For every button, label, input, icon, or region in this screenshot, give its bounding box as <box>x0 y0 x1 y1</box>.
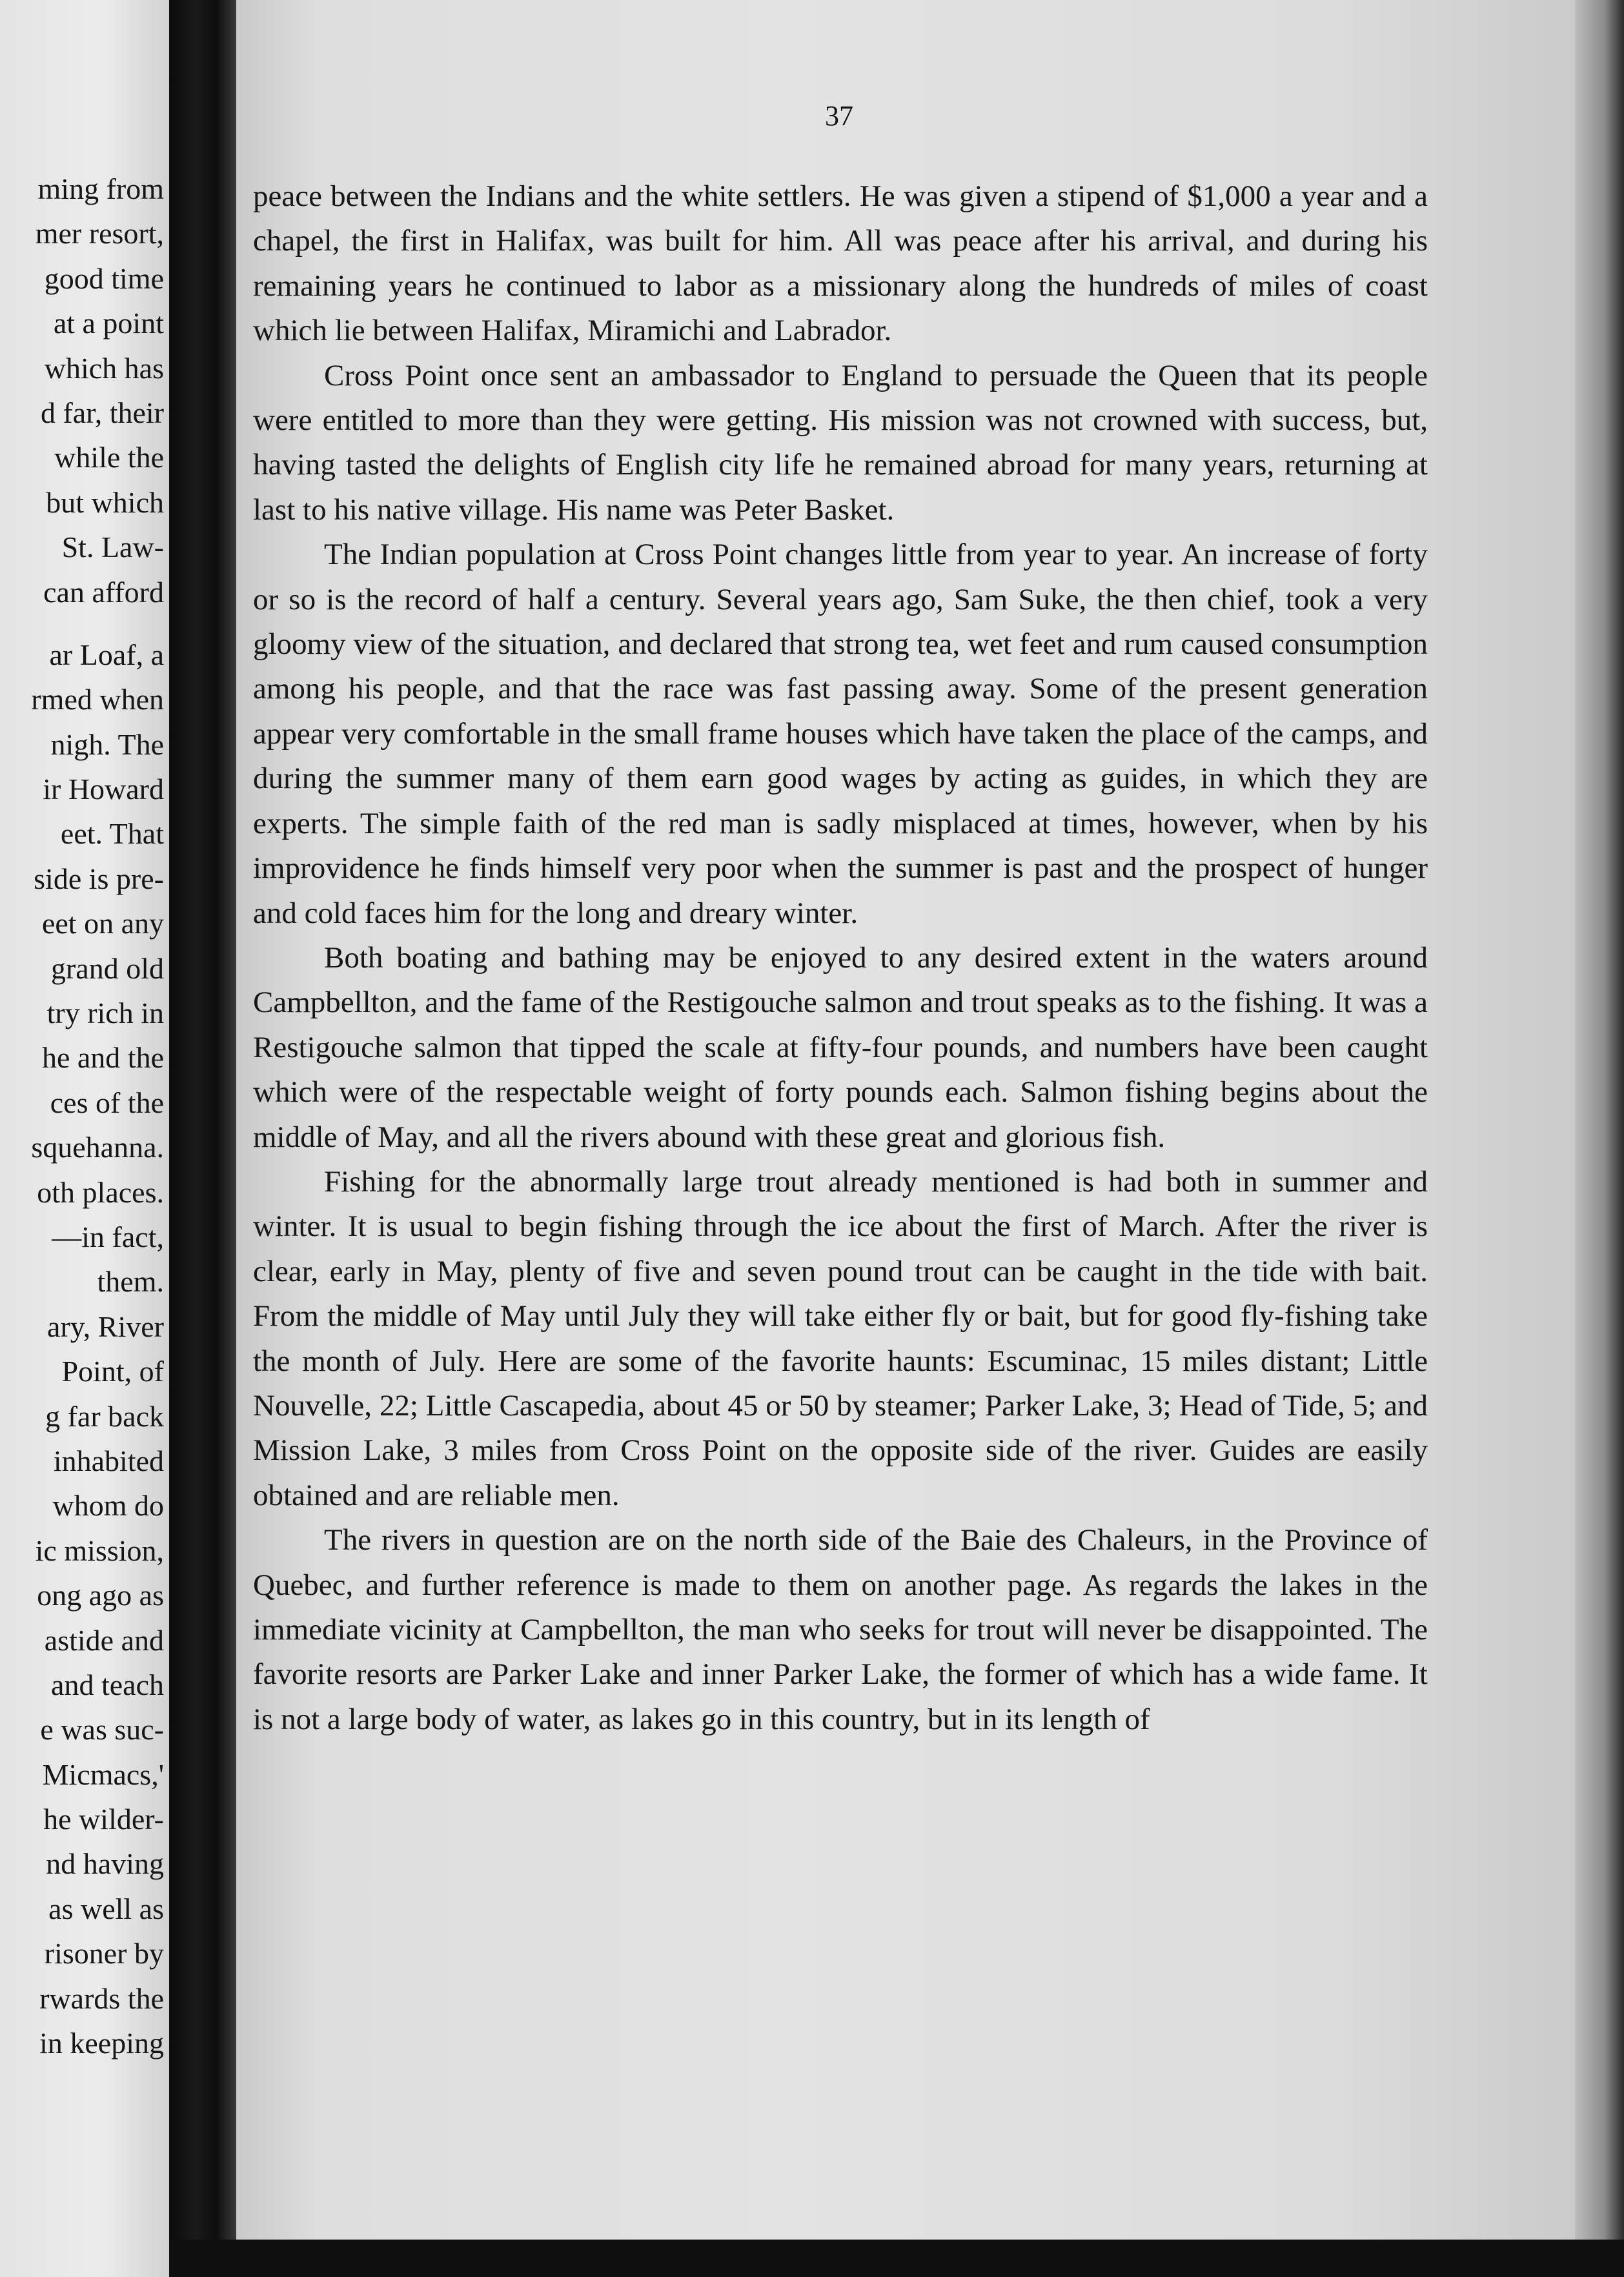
paragraph: Fishing for the abnormally large trout already mentioned is had both in summer and winter. It is usual to begin fishing through the ice about the first of March. After the river is clear, early in May, plenty of five and seven pound trout can be caught in the tide with bait. From the middle of May until July they will take either fly or bait, but for good fly-fishing take the month of July. Here are some of the favorite haunts: Escuminac, 15 miles distant; Little Nouvelle, 22; Little Cascapedia, about 45 or 50 by steamer; Parker Lake, 3; Head of Tide, 5; and Mission Lake, 3 miles from Cross Point on the opposite side of the river. Guides are easily obtained and are reliable men. <box>253 1164 1428 1512</box>
facing-page-line: as well as <box>48 1892 164 1925</box>
facing-page-line: ic mission, <box>35 1533 164 1567</box>
facing-page-line: rwards the <box>39 1981 164 2015</box>
facing-page-line: them. <box>97 1265 164 1299</box>
facing-page-line: astide and <box>44 1623 164 1657</box>
facing-page-line: good time <box>44 261 164 295</box>
facing-page-line: e was suc- <box>40 1713 164 1746</box>
facing-page-line: can afford <box>43 575 164 609</box>
facing-page-line: eet. That <box>60 817 164 851</box>
facing-page-line: —in fact, <box>52 1220 164 1253</box>
facing-page-line: ary, River <box>47 1310 164 1343</box>
facing-page-line: Micmacs,' <box>42 1757 164 1791</box>
book-gutter <box>169 0 236 2277</box>
facing-page-line: ar Loaf, a <box>49 638 164 671</box>
facing-page-line: try rich in <box>46 997 164 1030</box>
facing-page-line: ir Howard <box>43 773 164 806</box>
page-number: 37 <box>825 100 853 132</box>
scan-border <box>169 2240 1624 2277</box>
facing-page-line: St. Law- <box>61 531 164 564</box>
paragraph: The Indian population at Cross Point changes little from year to year. An increase of forty or so is the record of half a century. Several years ago, Sam Suke, the then chief, took a very gloomy view of the situation, and declared that strong tea, wet feet and rum caused consumption among his people, and that the race was fast passing away. Some of the present generation appear very comfortable in the small frame houses which have taken the place of the camps, and during the summer many of them earn good wages by acting as guides, in which they are experts. The simple faith of the red man is sadly misplaced at times, however, when by his improvidence he finds himself very poor when the summer is past and the prospect of hunger and cold faces him for the long and dreary winter. <box>253 538 1428 930</box>
facing-page-line: ong ago as <box>37 1579 164 1612</box>
facing-page-line: squehanna. <box>31 1131 164 1164</box>
facing-page-line: at a point <box>53 307 164 340</box>
facing-page-line: ces of the <box>50 1086 164 1119</box>
facing-page-line: eet on any <box>41 907 164 940</box>
facing-page-line: but which <box>46 485 164 519</box>
paragraph: Both boating and bathing may be enjoyed to any desired extent in the waters around Campbellton, and the fame of the Restigouche salmon and trout speaks as to the fishing. It was a Restigouche salmon that tipped the scale at fifty-four pounds, and numbers have been caught which were of the respectable weight of forty pounds each. Salmon fishing begins about the middle of May, and all the rivers abound with these great and glorious fish. <box>253 940 1428 1154</box>
paragraph: The rivers in question are on the north side of the Baie des Chaleurs, in the Province of Quebec, and further reference is made to them on another page. As regards the lakes in the immediate vicinity at Campbellton, the man who seeks for trout will never be disappointed. The favorite resorts are Parker Lake and inner Parker Lake, the former of which has a wide fame. It is not a large body of water, as lakes go in this country, but in its length of <box>253 1523 1428 1736</box>
facing-page-line: he wilder- <box>43 1803 164 1836</box>
facing-page-line: oth places. <box>37 1175 164 1209</box>
facing-page-line: risoner by <box>44 1937 164 1970</box>
facing-page-line: grand old <box>50 951 164 985</box>
facing-page-line: in keeping <box>39 2027 164 2060</box>
facing-page-line: and teach <box>51 1668 164 1701</box>
facing-page-line: inhabited <box>53 1444 164 1477</box>
facing-page-line: Point, of <box>61 1355 164 1388</box>
facing-page-line: rmed when <box>31 683 164 716</box>
facing-page-fragment <box>0 0 169 2277</box>
facing-page-line: side is pre- <box>34 862 164 895</box>
facing-page-line: mer resort, <box>35 217 164 250</box>
facing-page-text <box>0 167 164 2065</box>
page-edge <box>1575 0 1624 2240</box>
facing-page-line: which has <box>44 351 164 385</box>
facing-page-line: g far back <box>45 1399 164 1433</box>
body-text <box>253 174 1428 1742</box>
facing-page-line: while the <box>54 441 164 474</box>
paragraph: Cross Point once sent an ambassador to England to persuade the Queen that its people were entitled to more than they were getting. His mission was not crowned with success, but, having tasted the delights of English city life he remained abroad for many years, returning at last to his native village. His name was Peter Basket. <box>253 358 1428 527</box>
facing-page-line <box>0 614 164 632</box>
facing-page-line: whom do <box>52 1489 164 1523</box>
facing-page-line: he and the <box>41 1041 164 1075</box>
facing-page-line: d far, their <box>40 396 164 429</box>
paragraph: peace between the Indians and the white settlers. He was given a stipend of $1,000 a year and a chapel, the first in Halifax, was built for him. All was peace after his arrival, and during his remaining years he continued to labor as a missionary along the hundreds of miles of coast which lie between Halifax, Miramichi and Labrador. <box>253 179 1428 348</box>
facing-page-line: nd having <box>46 1847 164 1881</box>
facing-page-line: nigh. The <box>50 727 164 761</box>
facing-page-line: ming from <box>37 172 164 205</box>
